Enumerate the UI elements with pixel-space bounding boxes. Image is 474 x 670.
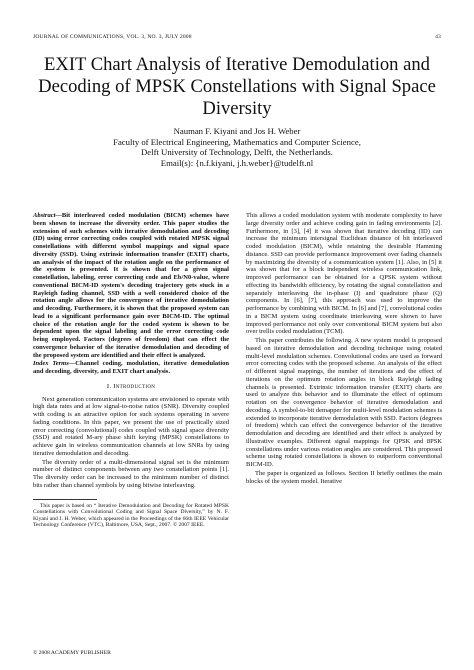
left-column — [33, 212, 229, 529]
author-emails: Email(s): {n.f.kiyani, j.h.weber}@tudelft.nl — [160, 157, 314, 168]
page-number: 43 — [435, 34, 441, 40]
footnote-divider — [33, 499, 97, 500]
index-terms-text: Channel coding, modulation, iterative demodulation and decoding, diversity, and EXIT chart analysis. — [33, 360, 229, 375]
title-block — [20, 54, 454, 168]
body-paragraph-1: This allows a coded modulation system with moderate complexity to have large diversity order and achieve coding gain in fading environments [2]. Furthermore, in [3], [4] it was shown that iterative decoding (ID) can increase the minimum intersignal Euclidean distance of bit interleaved coded modulation (BICM), while retaining the desirable Hamming distance. SSD can provide performance improvement over fading channels by maximizing the diversity of a communication system [1]. Also, in [5] it was shown that for a block independent wireless communication link, improved performance can be obtained for a QPSK system without effecting its bandwidth efficiency, by rotating the signal constellation and separately interleaving the in-phase (I) and quadrature phase (Q) components. In [6], [7], this approach was used to improve the performance by combining with BICM. In [6] and [7], convolutional codes in a BICM system using coordinate interleaving were shown to have improved performance not only over conventional BICM system but also over trellis coded modulation (TCM). — [246, 212, 442, 336]
paper-title: EXIT Chart Analysis of Iterative Demodulation and Decoding of MPSK Constellations with Signal Space Diversity — [38, 54, 436, 119]
affiliation-line-2: Delft University of Technology, Delft, the Netherlands. — [141, 147, 333, 157]
paper-authors: Nauman F. Kiyani and Jos H. Weber — [173, 126, 301, 136]
right-column — [246, 212, 442, 485]
index-terms — [33, 360, 229, 376]
abstract-text: Bit interleaved coded modulation (BICM) schemes have been shown to increase the diversity order. This paper studies the extension of such schemes with iterative demodulation and decoding (ID) using error correcting codes coupled with rotated MPSK signal constellations with different symbol mappings and signal space diversity (SSD). Using extrinsic information transfer (EXIT) charts, an analysis of the impact of the rotation angle on the performance of the system is presented. It is shown that for a given signal constellation, labeling, error correcting code and Eb/N0-value, where conventional BICM-ID system's decoding trajectory gets stuck in a Rayleigh fading channel, SSD with a well considered choice of the rotation angle allows for the convergence of iterative demodulation and decoding. Furthermore, it is shown that the proposed system can lead to a significant performance gain over BICM-ID. The optimal choice of the rotation angle for the coded system is shown to be dependent upon the signal labeling and the error correcting code being employed. Factors (degrees of freedom) that can effect the convergence behavior of the iterative demodulation and decoding of the proposed system are identified and their effect is analyzed. — [33, 212, 229, 359]
body-paragraph-2: This paper contributes the following. A new system model is proposed based on iterative demodulation and decoding technique using rotated multi-level modulation schemes. Convolutional codes are used as forward error correcting codes with the proposed scheme. An analysis of the effect of different signal mappings, the number of iterations and the effect of iterations on the optimum rotation angles in block Rayleigh fading channels is presented. Extrinsic information transfer (EXIT) charts are used to analyze this behavior and to illuminate the effect of optimum rotation on the convergence behavior of iterative demodulation and decoding. A symbol-to-bit demapper for multi-level modulation schemes is extended to incorporate iterative demodulation with SSD. Factors (degrees of freedom) which can effect the convergence behavior of the iterative demodulation and decoding are identified and their effect is analyzed by illustrative examples. Different signal mappings for QPSK and 8PSK constellations under various rotation angles are considered. This proposed scheme using rotated constellations is shown to outperform conventional BICM-ID. — [246, 337, 442, 468]
journal-name: JOURNAL OF COMMUNICATIONS, VOL. 3, NO. 3, JULY 2008 — [33, 34, 192, 40]
abstract-label: Abstract— — [33, 212, 62, 219]
intro-paragraph-1: Next generation communication systems are envisioned to operate with high data rates and at low signal-to-noise ratios (SNR). Diversity coupled with coding is an attractive option for such systems operating in severe fading conditions. In this paper, we present the use of practically sized error correcting (convolutional) codes coupled with signal space diversity (SSD) and rotated M-ary phase shift keying (MPSK) constellations to achieve gain in wireless communication channels at low SNRs by using iterative demodulation and decoding. — [33, 395, 229, 457]
body-paragraph-3: The paper is organized as follows. Section II briefly outlines the main blocks of the system model. Iterative — [246, 469, 442, 485]
index-terms-label: Index Terms— — [33, 360, 76, 368]
affiliation-line-1: Faculty of Electrical Engineering, Mathematics and Computer Science, — [113, 136, 361, 147]
abstract — [33, 212, 229, 359]
intro-paragraph-2: The diversity order of a multi-dimensional signal set is the minimum number of distinct components between any two constellation points [1]. The diversity order can be increased to the minimum number of distinct bits rather than channel symbols by using bitwise interleaving. — [33, 458, 229, 489]
footnote: This paper is based on “ Iterative Demodulation and Decoding for Rotated MPSK Constellations with Convolutional Coding and Signal Space Diversity,” by N. F. Kiyani and J. H. Weber, which appeared in the Proceedings of the 66th IEEE Vehicular Technology Conference (VTC), Baltimore, USA, Sept., 2007. © 2007 IEEE. — [33, 502, 229, 529]
publisher-footer: © 2008 ACADEMY PUBLISHER — [33, 650, 111, 656]
section-heading-introduction: I. Introduction — [106, 382, 156, 390]
